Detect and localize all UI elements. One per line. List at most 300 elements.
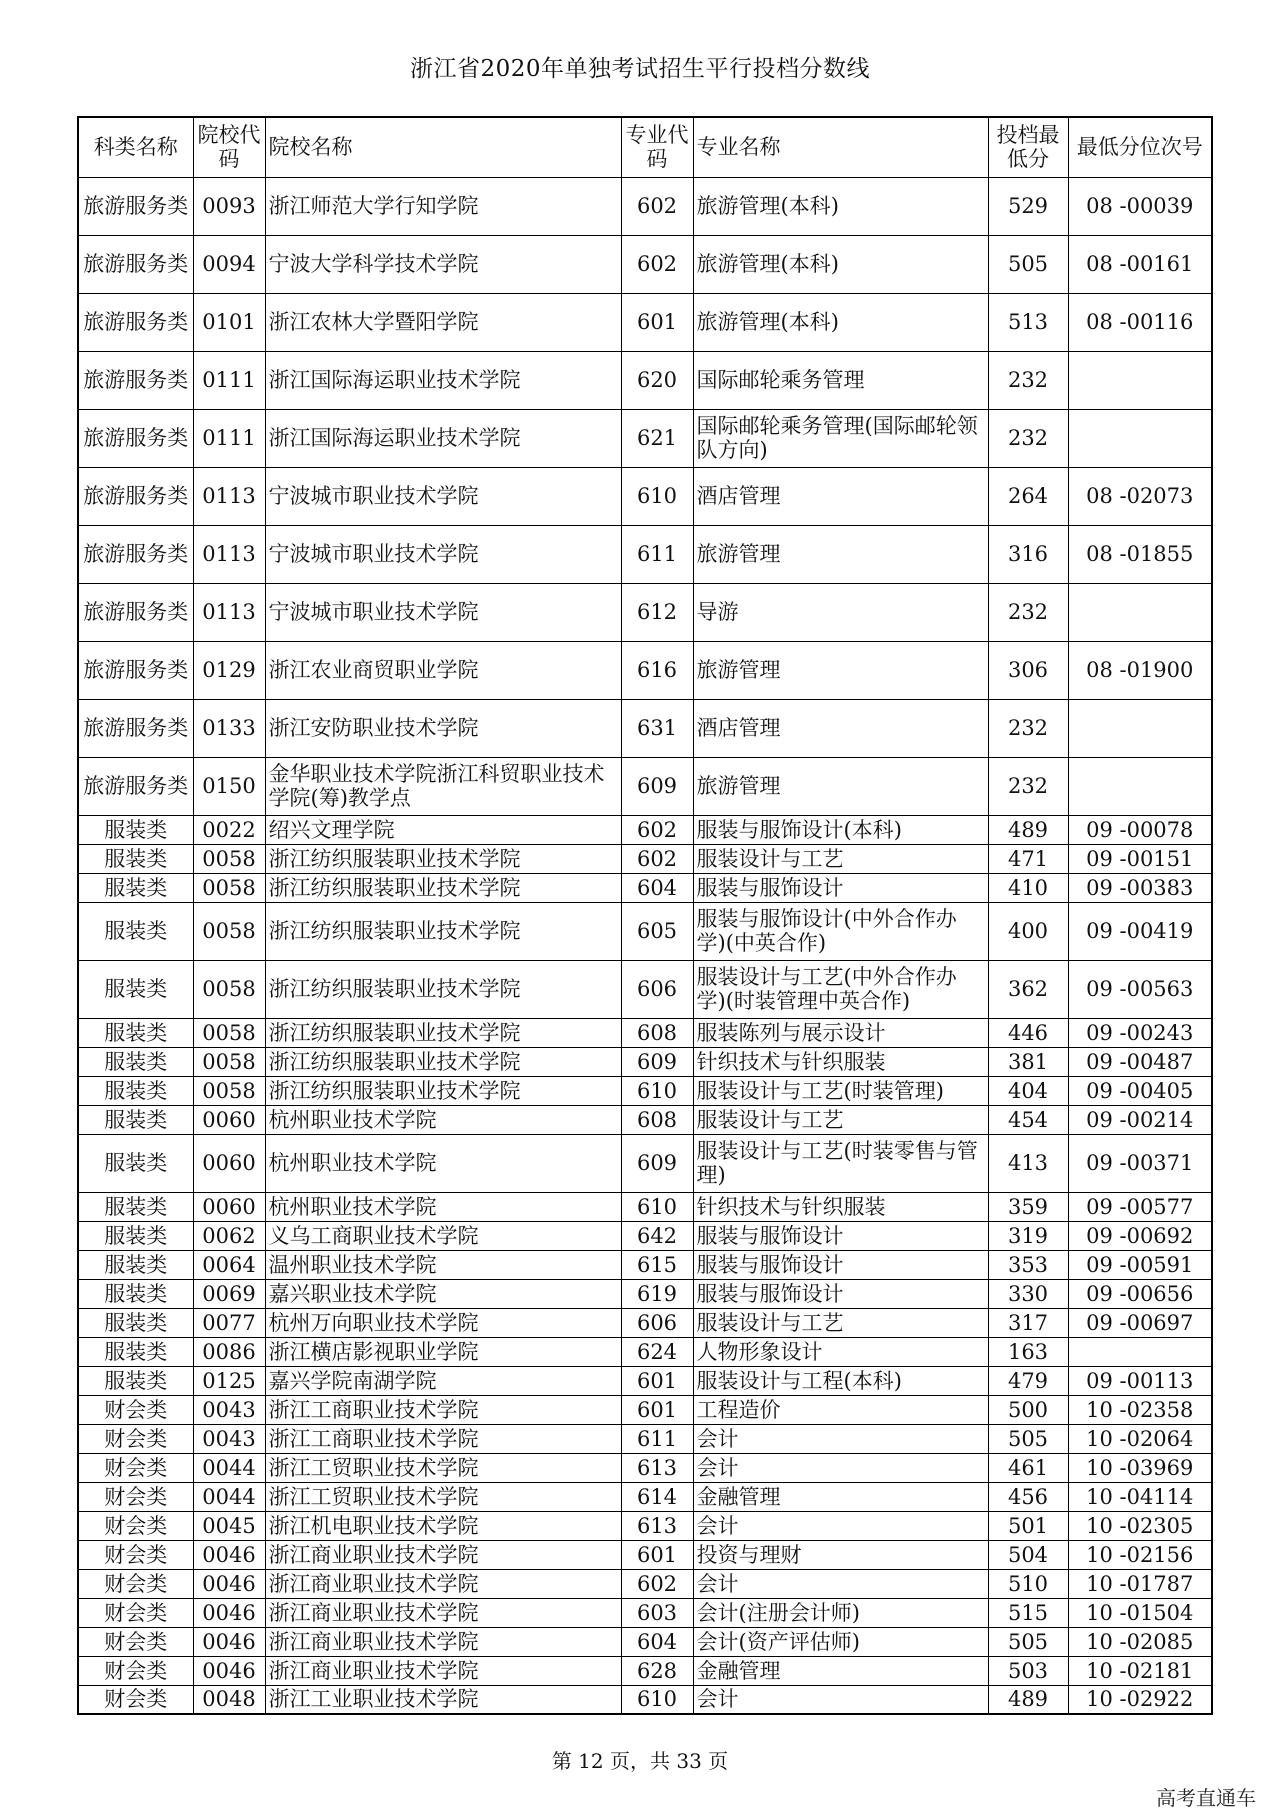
cell-min-score: 505: [988, 235, 1068, 293]
table-row: [78, 1279, 1212, 1308]
cell-major-code: 611: [621, 525, 693, 583]
cell-min-score: 479: [988, 1366, 1068, 1395]
cell-min-rank: 09 -00697: [1068, 1308, 1212, 1337]
cell-school-code: 0046: [193, 1627, 265, 1656]
cell-major-name: 金融管理: [693, 1656, 988, 1685]
cell-school-code: 0077: [193, 1308, 265, 1337]
cell-major-code: 613: [621, 1511, 693, 1540]
cell-min-rank: 09 -00419: [1068, 902, 1212, 960]
cell-min-rank: 09 -00151: [1068, 844, 1212, 873]
table-row: [78, 1221, 1212, 1250]
table-row: [78, 1018, 1212, 1047]
cell-school-name: 金华职业技术学院浙江科贸职业技术学院(筹)教学点: [265, 757, 621, 815]
table-row: [78, 1047, 1212, 1076]
page-title: 浙江省2020年单独考试招生平行投档分数线: [409, 56, 871, 82]
cell-category: 财会类: [78, 1540, 193, 1569]
cell-category: 服装类: [78, 815, 193, 844]
cell-school-name: 浙江工贸职业技术学院: [265, 1482, 621, 1511]
watermark-text: 高考直通车: [1156, 1786, 1256, 1810]
cell-school-code: 0111: [193, 351, 265, 409]
cell-min-rank: [1068, 757, 1212, 815]
cell-category: 旅游服务类: [78, 177, 193, 235]
cell-min-rank: 10 -01787: [1068, 1569, 1212, 1598]
cell-category: 旅游服务类: [78, 583, 193, 641]
cell-major-code: 608: [621, 1105, 693, 1134]
cell-school-name: 浙江工商职业技术学院: [265, 1395, 621, 1424]
table-row: [78, 525, 1212, 583]
table-row: [78, 815, 1212, 844]
cell-category: 服装类: [78, 1279, 193, 1308]
cell-category: 财会类: [78, 1482, 193, 1511]
cell-min-rank: 10 -02358: [1068, 1395, 1212, 1424]
cell-min-rank: 08 -00039: [1068, 177, 1212, 235]
cell-school-code: 0125: [193, 1366, 265, 1395]
cell-major-name: 服装与服饰设计: [693, 1221, 988, 1250]
cell-school-name: 浙江商业职业技术学院: [265, 1569, 621, 1598]
cell-school-code: 0058: [193, 873, 265, 902]
cell-major-name: 服装与服饰设计: [693, 873, 988, 902]
cell-min-rank: 09 -00405: [1068, 1076, 1212, 1105]
table-row: [78, 1598, 1212, 1627]
cell-school-name: 浙江纺织服装职业技术学院: [265, 1018, 621, 1047]
cell-school-code: 0113: [193, 525, 265, 583]
cell-category: 旅游服务类: [78, 699, 193, 757]
cell-min-rank: 10 -02064: [1068, 1424, 1212, 1453]
cell-school-name: 嘉兴职业技术学院: [265, 1279, 621, 1308]
cell-min-rank: 08 -00116: [1068, 293, 1212, 351]
cell-min-rank: [1068, 699, 1212, 757]
cell-min-score: 454: [988, 1105, 1068, 1134]
cell-category: 财会类: [78, 1656, 193, 1685]
cell-school-name: 杭州职业技术学院: [265, 1105, 621, 1134]
table-row: [78, 1308, 1212, 1337]
cell-min-rank: 09 -00371: [1068, 1134, 1212, 1192]
cell-school-name: 浙江机电职业技术学院: [265, 1511, 621, 1540]
header-min-rank: 最低分位次号: [1068, 117, 1212, 177]
cell-major-name: 服装设计与工艺(时装零售与管理): [693, 1134, 988, 1192]
cell-major-name: 旅游管理(本科): [693, 177, 988, 235]
cell-major-name: 旅游管理(本科): [693, 293, 988, 351]
cell-school-code: 0043: [193, 1424, 265, 1453]
cell-min-rank: 09 -00113: [1068, 1366, 1212, 1395]
table-row: [78, 1424, 1212, 1453]
cell-school-code: 0069: [193, 1279, 265, 1308]
cell-min-rank: 09 -00383: [1068, 873, 1212, 902]
cell-category: 财会类: [78, 1424, 193, 1453]
cell-major-code: 610: [621, 1192, 693, 1221]
table-row: [78, 1685, 1212, 1714]
cell-major-name: 人物形象设计: [693, 1337, 988, 1366]
cell-major-code: 606: [621, 1308, 693, 1337]
cell-min-score: 515: [988, 1598, 1068, 1627]
cell-school-code: 0058: [193, 1047, 265, 1076]
cell-major-code: 609: [621, 757, 693, 815]
cell-school-name: 浙江纺织服装职业技术学院: [265, 1047, 621, 1076]
cell-school-name: 浙江农业商贸职业学院: [265, 641, 621, 699]
cell-school-name: 浙江商业职业技术学院: [265, 1540, 621, 1569]
cell-min-score: 316: [988, 525, 1068, 583]
cell-school-name: 浙江国际海运职业技术学院: [265, 409, 621, 467]
cell-school-code: 0113: [193, 467, 265, 525]
table-row: [78, 409, 1212, 467]
table-row: [78, 235, 1212, 293]
cell-min-score: 471: [988, 844, 1068, 873]
cell-major-code: 616: [621, 641, 693, 699]
cell-min-score: 461: [988, 1453, 1068, 1482]
cell-school-name: 浙江农林大学暨阳学院: [265, 293, 621, 351]
cell-min-rank: 09 -00214: [1068, 1105, 1212, 1134]
cell-min-score: 489: [988, 1685, 1068, 1714]
table-row: [78, 960, 1212, 1018]
cell-school-name: 浙江国际海运职业技术学院: [265, 351, 621, 409]
cell-min-score: 353: [988, 1250, 1068, 1279]
cell-min-score: 400: [988, 902, 1068, 960]
score-table: [77, 116, 1213, 1715]
cell-min-score: 446: [988, 1018, 1068, 1047]
cell-min-score: 232: [988, 757, 1068, 815]
cell-category: 财会类: [78, 1685, 193, 1714]
cell-major-name: 服装与服饰设计(中外合作办学)(中英合作): [693, 902, 988, 960]
cell-major-name: 会计: [693, 1685, 988, 1714]
cell-min-rank: 10 -03969: [1068, 1453, 1212, 1482]
cell-major-name: 服装设计与工艺(中外合作办学)(时装管理中英合作): [693, 960, 988, 1018]
cell-major-name: 投资与理财: [693, 1540, 988, 1569]
cell-min-score: 510: [988, 1569, 1068, 1598]
header-min-score: 投档最低分: [988, 117, 1068, 177]
cell-min-rank: 09 -00487: [1068, 1047, 1212, 1076]
cell-min-rank: [1068, 1337, 1212, 1366]
cell-min-rank: 09 -00591: [1068, 1250, 1212, 1279]
cell-min-rank: 09 -00243: [1068, 1018, 1212, 1047]
cell-major-code: 604: [621, 873, 693, 902]
cell-major-code: 610: [621, 1076, 693, 1105]
cell-school-name: 宁波城市职业技术学院: [265, 583, 621, 641]
cell-min-score: 529: [988, 177, 1068, 235]
cell-major-code: 601: [621, 1540, 693, 1569]
cell-school-code: 0022: [193, 815, 265, 844]
cell-major-name: 会计: [693, 1569, 988, 1598]
cell-major-name: 国际邮轮乘务管理(国际邮轮领队方向): [693, 409, 988, 467]
cell-major-code: 620: [621, 351, 693, 409]
cell-major-code: 601: [621, 293, 693, 351]
cell-min-rank: [1068, 409, 1212, 467]
cell-category: 服装类: [78, 1337, 193, 1366]
cell-school-code: 0133: [193, 699, 265, 757]
table-row: [78, 1569, 1212, 1598]
table-row: [78, 1482, 1212, 1511]
cell-min-rank: 08 -02073: [1068, 467, 1212, 525]
cell-major-code: 602: [621, 815, 693, 844]
cell-school-code: 0044: [193, 1453, 265, 1482]
cell-major-name: 工程造价: [693, 1395, 988, 1424]
cell-min-score: 500: [988, 1395, 1068, 1424]
cell-min-score: 413: [988, 1134, 1068, 1192]
table-row: [78, 1076, 1212, 1105]
cell-category: 服装类: [78, 1134, 193, 1192]
cell-min-rank: 10 -02181: [1068, 1656, 1212, 1685]
cell-category: 旅游服务类: [78, 409, 193, 467]
cell-major-name: 会计: [693, 1453, 988, 1482]
cell-category: 旅游服务类: [78, 525, 193, 583]
cell-school-name: 义乌工商职业技术学院: [265, 1221, 621, 1250]
cell-school-code: 0129: [193, 641, 265, 699]
cell-school-code: 0044: [193, 1482, 265, 1511]
cell-min-rank: 09 -00692: [1068, 1221, 1212, 1250]
table-row: [78, 699, 1212, 757]
cell-school-name: 杭州万向职业技术学院: [265, 1308, 621, 1337]
cell-school-name: 杭州职业技术学院: [265, 1134, 621, 1192]
table-row: [78, 351, 1212, 409]
cell-school-code: 0093: [193, 177, 265, 235]
cell-major-code: 608: [621, 1018, 693, 1047]
cell-major-name: 会计(注册会计师): [693, 1598, 988, 1627]
cell-min-score: 359: [988, 1192, 1068, 1221]
cell-school-name: 浙江工业职业技术学院: [265, 1685, 621, 1714]
cell-min-score: 232: [988, 351, 1068, 409]
cell-school-name: 浙江师范大学行知学院: [265, 177, 621, 235]
table-row: [78, 293, 1212, 351]
cell-category: 服装类: [78, 960, 193, 1018]
cell-category: 服装类: [78, 1105, 193, 1134]
cell-major-code: 602: [621, 235, 693, 293]
table-row: [78, 1192, 1212, 1221]
cell-min-rank: 09 -00656: [1068, 1279, 1212, 1308]
cell-major-name: 酒店管理: [693, 467, 988, 525]
table-row: [78, 902, 1212, 960]
cell-school-code: 0086: [193, 1337, 265, 1366]
cell-major-code: 609: [621, 1134, 693, 1192]
cell-min-rank: [1068, 583, 1212, 641]
cell-min-score: 306: [988, 641, 1068, 699]
cell-category: 旅游服务类: [78, 293, 193, 351]
cell-category: 旅游服务类: [78, 757, 193, 815]
cell-school-code: 0046: [193, 1598, 265, 1627]
cell-category: 服装类: [78, 1308, 193, 1337]
cell-min-score: 489: [988, 815, 1068, 844]
cell-category: 旅游服务类: [78, 235, 193, 293]
table-row: [78, 1511, 1212, 1540]
cell-school-name: 浙江商业职业技术学院: [265, 1598, 621, 1627]
cell-school-code: 0045: [193, 1511, 265, 1540]
cell-category: 服装类: [78, 1047, 193, 1076]
cell-category: 财会类: [78, 1453, 193, 1482]
cell-major-code: 601: [621, 1366, 693, 1395]
cell-school-code: 0058: [193, 902, 265, 960]
cell-category: 服装类: [78, 1250, 193, 1279]
cell-min-score: 232: [988, 583, 1068, 641]
cell-school-name: 杭州职业技术学院: [265, 1192, 621, 1221]
cell-major-name: 服装设计与工艺: [693, 1308, 988, 1337]
cell-school-name: 浙江纺织服装职业技术学院: [265, 902, 621, 960]
cell-school-code: 0111: [193, 409, 265, 467]
cell-school-code: 0060: [193, 1192, 265, 1221]
cell-min-score: 163: [988, 1337, 1068, 1366]
cell-school-code: 0064: [193, 1250, 265, 1279]
cell-major-code: 602: [621, 177, 693, 235]
cell-school-name: 浙江纺织服装职业技术学院: [265, 873, 621, 902]
cell-min-rank: 10 -02922: [1068, 1685, 1212, 1714]
cell-min-score: 232: [988, 699, 1068, 757]
cell-min-rank: 09 -00577: [1068, 1192, 1212, 1221]
cell-category: 服装类: [78, 1366, 193, 1395]
cell-category: 财会类: [78, 1569, 193, 1598]
table-row: [78, 1105, 1212, 1134]
cell-school-name: 温州职业技术学院: [265, 1250, 621, 1279]
cell-major-code: 602: [621, 844, 693, 873]
cell-category: 服装类: [78, 873, 193, 902]
header-category: 科类名称: [78, 117, 193, 177]
cell-min-score: 317: [988, 1308, 1068, 1337]
cell-major-name: 会计: [693, 1424, 988, 1453]
cell-category: 财会类: [78, 1627, 193, 1656]
cell-major-name: 针织技术与针织服装: [693, 1047, 988, 1076]
header-major-name: 专业名称: [693, 117, 988, 177]
cell-min-rank: 10 -02305: [1068, 1511, 1212, 1540]
cell-school-code: 0046: [193, 1656, 265, 1685]
cell-major-code: 610: [621, 467, 693, 525]
cell-major-code: 631: [621, 699, 693, 757]
cell-major-name: 服装设计与工艺: [693, 844, 988, 873]
cell-major-code: 621: [621, 409, 693, 467]
cell-major-name: 服装设计与工程(本科): [693, 1366, 988, 1395]
cell-min-rank: 10 -02156: [1068, 1540, 1212, 1569]
cell-min-score: 319: [988, 1221, 1068, 1250]
cell-min-rank: 08 -01900: [1068, 641, 1212, 699]
cell-major-code: 624: [621, 1337, 693, 1366]
cell-school-name: 浙江纺织服装职业技术学院: [265, 844, 621, 873]
header-school-code: 院校代码: [193, 117, 265, 177]
cell-school-code: 0046: [193, 1540, 265, 1569]
cell-major-name: 旅游管理: [693, 757, 988, 815]
cell-school-code: 0058: [193, 1076, 265, 1105]
cell-major-code: 601: [621, 1395, 693, 1424]
cell-min-rank: [1068, 351, 1212, 409]
table-row: [78, 1453, 1212, 1482]
cell-major-name: 国际邮轮乘务管理: [693, 351, 988, 409]
cell-category: 服装类: [78, 902, 193, 960]
cell-min-score: 501: [988, 1511, 1068, 1540]
cell-school-code: 0113: [193, 583, 265, 641]
cell-school-name: 绍兴文理学院: [265, 815, 621, 844]
cell-school-name: 浙江商业职业技术学院: [265, 1656, 621, 1685]
cell-category: 财会类: [78, 1598, 193, 1627]
cell-major-name: 服装陈列与展示设计: [693, 1018, 988, 1047]
cell-school-name: 浙江工商职业技术学院: [265, 1424, 621, 1453]
cell-min-score: 503: [988, 1656, 1068, 1685]
cell-school-name: 浙江横店影视职业学院: [265, 1337, 621, 1366]
cell-min-score: 232: [988, 409, 1068, 467]
cell-major-code: 609: [621, 1047, 693, 1076]
header-school-name: 院校名称: [265, 117, 621, 177]
table-row: [78, 641, 1212, 699]
cell-min-score: 505: [988, 1627, 1068, 1656]
cell-min-score: 505: [988, 1424, 1068, 1453]
table-row: [78, 1656, 1212, 1685]
cell-category: 财会类: [78, 1511, 193, 1540]
cell-min-rank: 09 -00563: [1068, 960, 1212, 1018]
table-header-row: [78, 117, 1212, 177]
cell-major-code: 604: [621, 1627, 693, 1656]
cell-school-code: 0101: [193, 293, 265, 351]
cell-major-code: 619: [621, 1279, 693, 1308]
cell-category: 旅游服务类: [78, 351, 193, 409]
cell-category: 服装类: [78, 1221, 193, 1250]
table-row: [78, 757, 1212, 815]
cell-school-name: 浙江工贸职业技术学院: [265, 1453, 621, 1482]
table-row: [78, 1540, 1212, 1569]
cell-major-name: 会计: [693, 1511, 988, 1540]
cell-major-name: 服装与服饰设计: [693, 1279, 988, 1308]
cell-major-code: 606: [621, 960, 693, 1018]
cell-major-code: 628: [621, 1656, 693, 1685]
table-row: [78, 1395, 1212, 1424]
table-row: [78, 1337, 1212, 1366]
cell-category: 服装类: [78, 1018, 193, 1047]
table-row: [78, 1134, 1212, 1192]
header-major-code: 专业代码: [621, 117, 693, 177]
cell-major-code: 615: [621, 1250, 693, 1279]
cell-major-name: 针织技术与针织服装: [693, 1192, 988, 1221]
cell-school-code: 0060: [193, 1134, 265, 1192]
cell-major-name: 服装与服饰设计(本科): [693, 815, 988, 844]
cell-category: 财会类: [78, 1395, 193, 1424]
table-row: [78, 1627, 1212, 1656]
cell-school-name: 宁波大学科学技术学院: [265, 235, 621, 293]
table-row: [78, 467, 1212, 525]
cell-major-name: 服装设计与工艺(时装管理): [693, 1076, 988, 1105]
cell-major-name: 服装与服饰设计: [693, 1250, 988, 1279]
cell-major-code: 613: [621, 1453, 693, 1482]
cell-major-code: 605: [621, 902, 693, 960]
cell-min-rank: 10 -01504: [1068, 1598, 1212, 1627]
table-row: [78, 1250, 1212, 1279]
cell-min-score: 381: [988, 1047, 1068, 1076]
cell-school-code: 0060: [193, 1105, 265, 1134]
cell-major-name: 金融管理: [693, 1482, 988, 1511]
cell-min-rank: 10 -02085: [1068, 1627, 1212, 1656]
cell-category: 旅游服务类: [78, 641, 193, 699]
cell-major-code: 611: [621, 1424, 693, 1453]
cell-min-score: 362: [988, 960, 1068, 1018]
cell-major-name: 会计(资产评估师): [693, 1627, 988, 1656]
cell-min-score: 513: [988, 293, 1068, 351]
cell-min-score: 264: [988, 467, 1068, 525]
cell-major-name: 酒店管理: [693, 699, 988, 757]
page-footer: 第 12 页，共 33 页: [551, 1749, 729, 1773]
cell-school-code: 0058: [193, 1018, 265, 1047]
cell-school-code: 0062: [193, 1221, 265, 1250]
cell-school-name: 宁波城市职业技术学院: [265, 525, 621, 583]
cell-school-name: 浙江纺织服装职业技术学院: [265, 960, 621, 1018]
table-row: [78, 1366, 1212, 1395]
cell-major-code: 614: [621, 1482, 693, 1511]
cell-min-rank: 08 -01855: [1068, 525, 1212, 583]
cell-min-score: 330: [988, 1279, 1068, 1308]
cell-school-code: 0094: [193, 235, 265, 293]
cell-major-code: 612: [621, 583, 693, 641]
cell-min-score: 456: [988, 1482, 1068, 1511]
table-row: [78, 844, 1212, 873]
table-row: [78, 177, 1212, 235]
cell-school-code: 0046: [193, 1569, 265, 1598]
cell-major-code: 642: [621, 1221, 693, 1250]
cell-category: 服装类: [78, 1192, 193, 1221]
cell-school-code: 0043: [193, 1395, 265, 1424]
cell-major-name: 旅游管理(本科): [693, 235, 988, 293]
cell-school-name: 浙江纺织服装职业技术学院: [265, 1076, 621, 1105]
cell-category: 服装类: [78, 844, 193, 873]
cell-major-code: 603: [621, 1598, 693, 1627]
